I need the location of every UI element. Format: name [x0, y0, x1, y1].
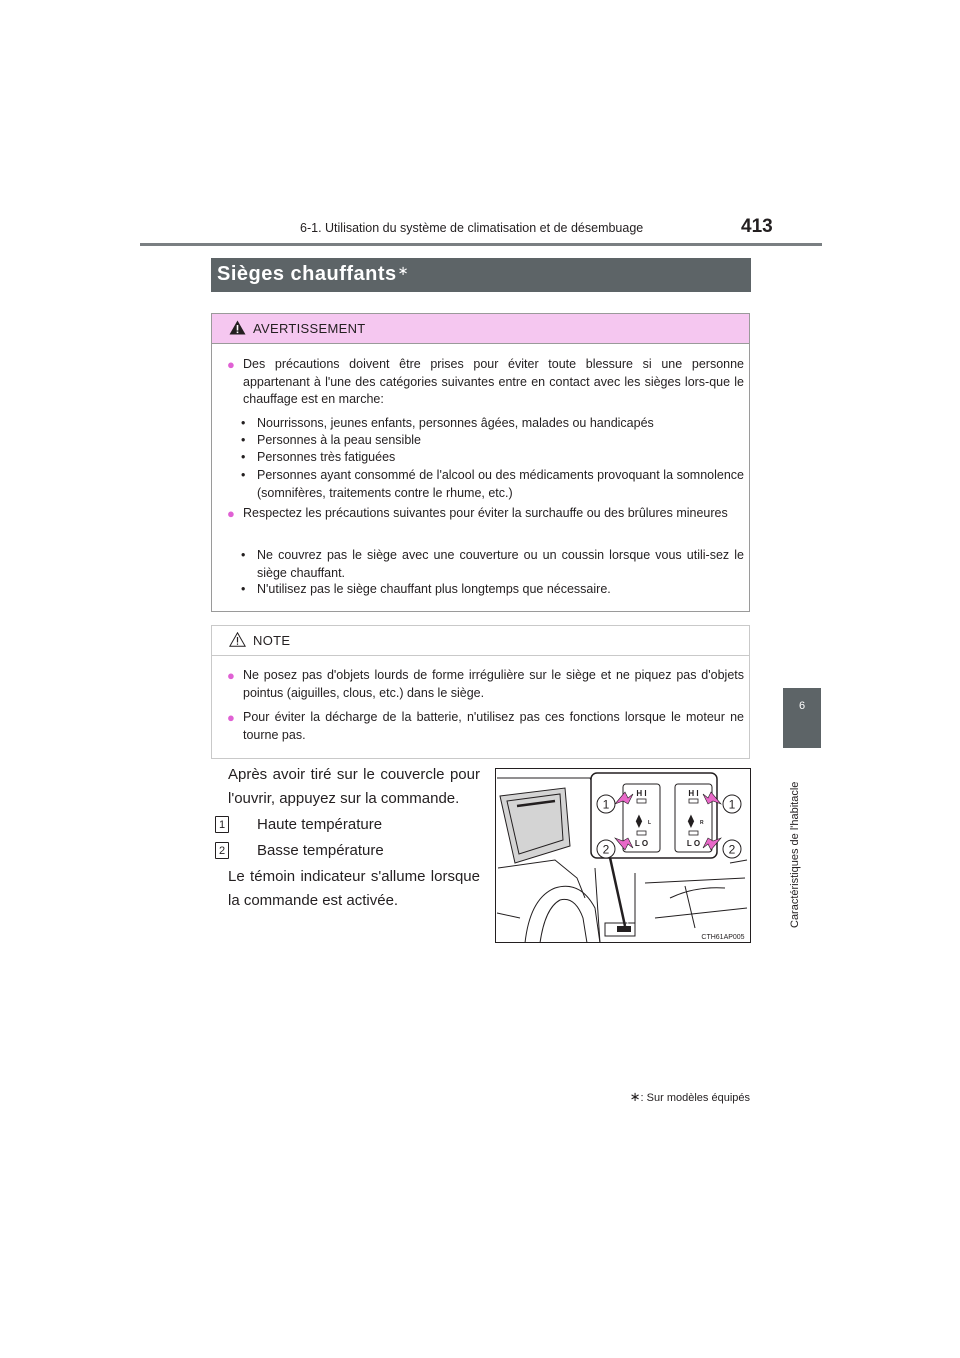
warning-list-item: • Personnes à la peau sensible	[241, 433, 422, 447]
item-number: 2	[215, 842, 229, 859]
seat-heater-figure	[495, 768, 751, 943]
section-title: Sièges chauffants∗	[217, 263, 410, 285]
lo-label-right: L O	[686, 839, 701, 848]
numbered-item	[218, 813, 480, 837]
warning-header	[212, 314, 749, 344]
instruction-intro: Après avoir tiré sur le couvercle pour l'ouvrir, appuyez sur la commande.	[228, 766, 480, 807]
footnote-asterisk: ∗	[629, 1089, 641, 1104]
item-number: 1	[215, 816, 229, 833]
bullet-dot-icon: ●	[227, 506, 235, 521]
figure-code: CTH61AP005	[701, 934, 745, 941]
warning-label: AVERTISSEMENT	[253, 321, 366, 336]
title-asterisk: ∗	[397, 263, 410, 278]
hi-label-right: H I	[688, 789, 699, 798]
seat-heater-icon-left: ⧫	[635, 814, 643, 829]
warning-list-item: • Personnes ayant consommé de l'alcool ou des médicaments provoquant la somnolence (somnifères, traitements contre le rhume, etc.)	[241, 468, 744, 500]
section-header: 6-1. Utilisation du système de climatisation et de désembuage	[300, 221, 644, 235]
chapter-title-vertical: Caractéristiques de l'habitacle	[789, 781, 801, 928]
instruction-outro: Le témoin indicateur s'allume lorsque la commande est activée.	[228, 868, 480, 909]
warning-bullet: ● Des précautions doivent être prises pour éviter toute blessure si une personne appartenant à l'une des catégories suivantes entre en contact avec les sièges lors-que le chauffage est en marche:	[227, 357, 744, 406]
footnote-text: : Sur modèles équipés	[640, 1092, 750, 1104]
note-label: NOTE	[253, 633, 291, 648]
chapter-number: 6	[798, 700, 806, 712]
footnote	[620, 1089, 750, 1105]
callout-2-left: 2	[602, 842, 610, 857]
bullet-dot-icon: ●	[227, 357, 235, 372]
bullet-dot-icon: ●	[227, 710, 235, 725]
chapter-tab	[783, 688, 821, 748]
warning-icon	[229, 320, 246, 335]
warning-box	[211, 313, 750, 612]
svg-text:R: R	[700, 820, 704, 826]
callout-1-right: 1	[728, 797, 736, 812]
note-bullet: ● Ne posez pas d'objets lourds de forme irrégulière sur le siège et ne piquez pas d'objets pointus (aiguilles, clous, etc.) dans le siège.	[227, 668, 744, 700]
dashboard-illustration	[495, 768, 751, 943]
warning-bullet: ● Respectez les précautions suivantes pour éviter la surchauffe ou des brûlures mineures	[227, 506, 728, 521]
item-label: Haute température	[257, 816, 383, 833]
numbered-item	[218, 839, 480, 863]
bullet-dot-icon: ●	[227, 668, 235, 683]
warning-list-item: • Personnes très fatiguées	[241, 450, 396, 464]
lo-label-left: L O	[634, 839, 649, 848]
warning-list-item: • N'utilisez pas le siège chauffant plus longtemps que nécessaire.	[241, 582, 611, 596]
seat-heater-icon-right: ⧫	[687, 814, 695, 829]
svg-text:L: L	[648, 820, 652, 826]
callout-2-right: 2	[728, 842, 736, 857]
note-box	[211, 625, 750, 759]
item-label: Basse température	[257, 842, 384, 859]
header-rule	[140, 243, 822, 246]
caution-icon	[229, 632, 246, 647]
callout-1-left: 1	[602, 797, 610, 812]
warning-list-item: • Nourrissons, jeunes enfants, personnes âgées, malades ou handicapés	[241, 416, 654, 430]
page-number: 413	[741, 216, 773, 237]
instructions	[218, 763, 480, 913]
note-header	[212, 626, 749, 656]
section-title-bar	[211, 258, 751, 292]
warning-list-item: • Ne couvrez pas le siège avec une couverture ou un coussin lorsque vous utili-sez le siège chauffant.	[241, 548, 744, 580]
note-bullet: ● Pour éviter la décharge de la batterie, n'utilisez pas ces fonctions lorsque le moteur ne tourne pas.	[227, 710, 744, 742]
hi-label-left: H I	[636, 789, 647, 798]
